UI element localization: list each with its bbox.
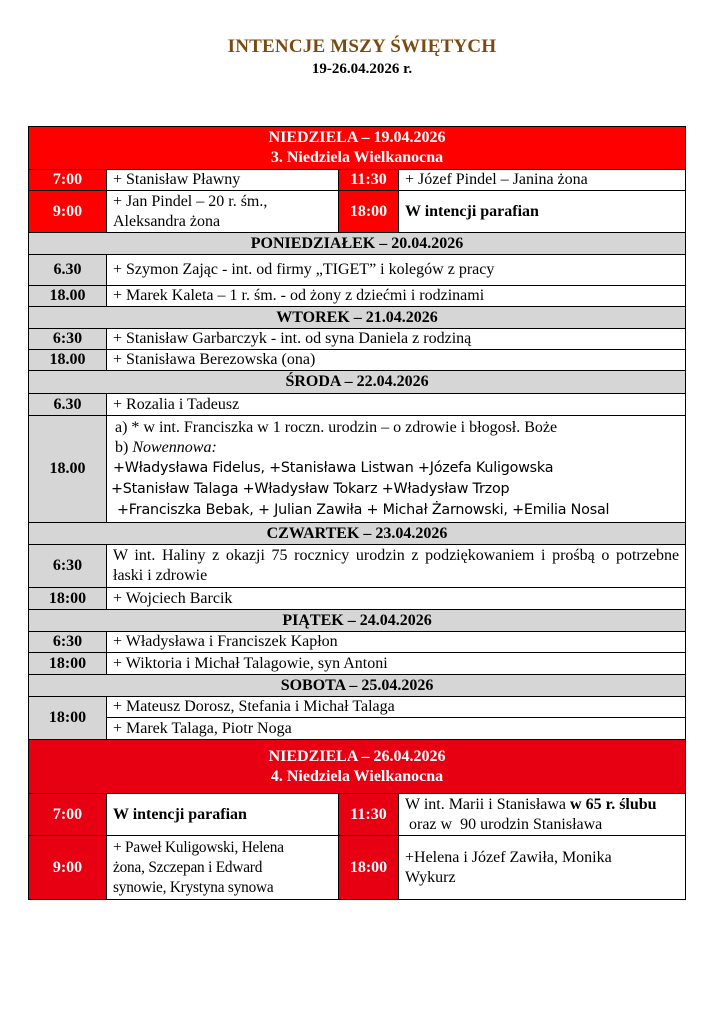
mass-intention: + Szymon Zając - int. od firmy „TIGET” i kolegów z pracy (107, 255, 686, 286)
table-row (29, 588, 686, 610)
table-row (29, 255, 686, 286)
table-row (29, 697, 686, 718)
intention-part-bold: w 65 r. ślubu (570, 795, 657, 813)
intention-line: żona, Szczepan i Edward (113, 858, 263, 876)
mass-time: 11:30 (339, 794, 399, 836)
mass-time: 7:00 (29, 794, 107, 836)
mass-time: 18:00 (339, 191, 399, 233)
intention-part: oraz w 90 urodzin Stanisława (405, 815, 603, 833)
intention-line: + Paweł Kuligowski, Helena (113, 838, 284, 856)
mass-intention: + Marek Talaga, Piotr Noga (107, 718, 686, 740)
mass-time: 11:30 (339, 170, 399, 191)
day-header-sunday-2 (29, 740, 686, 794)
mass-time: 6:30 (29, 545, 107, 588)
tuesday-header: WTOREK – 21.04.2026 (29, 307, 686, 329)
mass-time: 6.30 (29, 394, 107, 416)
novena-line: +Władysława Fidelus, +Stanisława Listwan +Józefa Kuligowska (113, 459, 554, 476)
novena-line: +Franciszka Bebak, + Julian Zawiła + Michał Żarnowski, +Emilia Nosal (117, 501, 610, 518)
table-row (29, 632, 686, 653)
mass-intention: + Władysława i Franciszek Kapłon (107, 632, 686, 653)
mass-time: 18:00 (29, 653, 107, 675)
table-row (29, 836, 686, 900)
date-range: 19-26.04.2026 r. (311, 61, 413, 77)
intention-part: W int. Marii i Stanisława (405, 795, 571, 813)
intention-line: Wykurz (405, 868, 456, 886)
mass-time: 18.00 (29, 286, 107, 307)
mass-time: 18:00 (339, 836, 399, 900)
mass-intention: W intencji parafian (399, 191, 686, 233)
table-row (29, 350, 686, 371)
novena-prefix: b) (115, 438, 129, 456)
day-header-sunday-1 (29, 127, 686, 170)
day-header-monday (29, 233, 686, 255)
mass-time: 9:00 (29, 836, 107, 900)
novena-label: Nowennowa: (132, 438, 217, 456)
day-header-friday (29, 610, 686, 632)
mass-time: 6.30 (29, 255, 107, 286)
mass-time: 6:30 (29, 329, 107, 350)
monday-header: PONIEDZIAŁEK – 20.04.2026 (29, 233, 686, 255)
document-title: INTENCJE MSZY ŚWIĘTYCH (227, 36, 497, 57)
intention-line-b (111, 438, 681, 458)
table-row (29, 329, 686, 350)
sunday-1-header (29, 127, 686, 170)
table-row (29, 170, 686, 191)
table-row (29, 416, 686, 523)
mass-intentions-table (28, 126, 686, 900)
intention-line: + Jan Pindel – 20 r. śm., (113, 192, 268, 210)
intention-line: +Helena i Józef Zawiła, Monika (405, 848, 612, 866)
mass-time: 18:00 (29, 588, 107, 610)
mass-intention (107, 836, 339, 900)
sunday-1-feast: 3. Niedziela Wielkanocna (270, 149, 444, 166)
mass-intention (399, 794, 686, 836)
mass-intention: + Stanisław Garbarczyk - int. od syna Daniela z rodziną (107, 329, 686, 350)
day-header-tuesday (29, 307, 686, 329)
sunday-2-feast: 4. Niedziela Wielkanocna (270, 767, 444, 785)
day-header-thursday (29, 523, 686, 545)
mass-intention: W int. Haliny z okazji 75 rocznicy urodzin z podziękowaniem i prośbą o potrzebne łaski i zdrowie (107, 545, 686, 588)
day-header-saturday (29, 675, 686, 697)
friday-header: PIĄTEK – 24.04.2026 (29, 610, 686, 632)
mass-intention: + Stanisław Pławny (107, 170, 339, 191)
mass-intention: + Mateusz Dorosz, Stefania i Michał Talaga (107, 697, 686, 718)
mass-time: 18.00 (29, 416, 107, 523)
novena-line: +Stanisław Talaga +Władysław Tokarz +Władysław Trzop (111, 480, 510, 497)
table-row (29, 545, 686, 588)
table-row (29, 394, 686, 416)
mass-intention: + Wojciech Barcik (107, 588, 686, 610)
sunday-2-header (29, 740, 686, 794)
mass-time: 9:00 (29, 191, 107, 233)
mass-intention: + Stanisława Berezowska (ona) (107, 350, 686, 371)
mass-time: 18:00 (29, 697, 107, 740)
day-header-wednesday (29, 371, 686, 394)
mass-intention (107, 416, 686, 523)
mass-intention (399, 836, 686, 900)
mass-intention: + Marek Kaleta – 1 r. śm. - od żony z dziećmi i rodzinami (107, 286, 686, 307)
mass-intention: + Rozalia i Tadeusz (107, 394, 686, 416)
table-row (29, 191, 686, 233)
wednesday-header: ŚRODA – 22.04.2026 (29, 371, 686, 394)
sunday-2-date: NIEDZIELA – 26.04.2026 (268, 747, 446, 765)
sunday-1-date: NIEDZIELA – 19.04.2026 (268, 129, 446, 146)
mass-time: 7:00 (29, 170, 107, 191)
mass-time: 18.00 (29, 350, 107, 371)
table-row (29, 653, 686, 675)
table-row (29, 286, 686, 307)
intention-line: synowie, Krystyna synowa (113, 878, 274, 896)
table-row (29, 794, 686, 836)
mass-intention: + Wiktoria i Michał Talagowie, syn Antoni (107, 653, 686, 675)
mass-intention: W intencji parafian (107, 794, 339, 836)
mass-time: 6:30 (29, 632, 107, 653)
saturday-header: SOBOTA – 25.04.2026 (29, 675, 686, 697)
thursday-header: CZWARTEK – 23.04.2026 (29, 523, 686, 545)
mass-intention: + Józef Pindel – Janina żona (399, 170, 686, 191)
intention-line-a: a) * w int. Franciszka w 1 roczn. urodzin – o zdrowie i błogosł. Boże (115, 418, 558, 436)
intention-line: Aleksandra żona (113, 212, 221, 230)
mass-intention (107, 191, 339, 233)
table-row (29, 718, 686, 740)
